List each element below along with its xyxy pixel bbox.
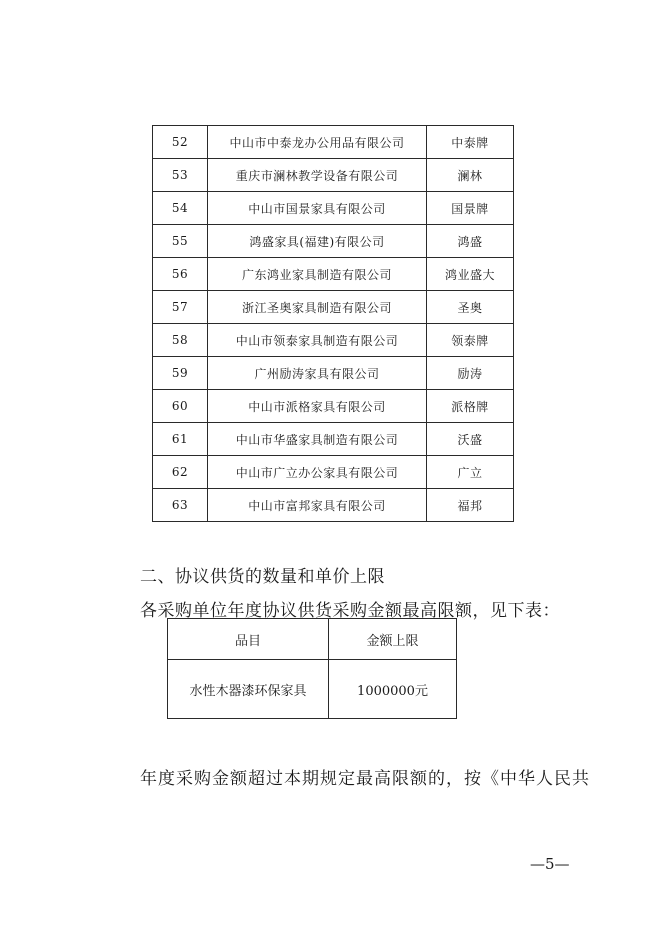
section-intro: 各采购单位年度协议供货采购金额最高限额，见下表： [140,601,560,621]
supplier-number: 54 [153,192,208,225]
supplier-company: 浙江圣奥家具制造有限公司 [208,291,427,324]
supplier-company: 重庆市澜林教学设备有限公司 [208,159,427,192]
supplier-row [153,456,514,489]
supplier-company: 中山市富邦家具有限公司 [208,489,427,522]
supplier-company: 中山市华盛家具制造有限公司 [208,423,427,456]
supplier-row [153,489,514,522]
supplier-number: 57 [153,291,208,324]
supplier-company: 中山市领泰家具制造有限公司 [208,324,427,357]
supplier-number: 63 [153,489,208,522]
supplier-number: 55 [153,225,208,258]
supplier-row [153,126,514,159]
supplier-company: 中山市国景家具有限公司 [208,192,427,225]
supplier-brand: 派格牌 [427,390,514,423]
supplier-number: 52 [153,126,208,159]
supplier-company: 广州励涛家具有限公司 [208,357,427,390]
supplier-brand: 国景牌 [427,192,514,225]
supplier-row [153,192,514,225]
supplier-row [153,390,514,423]
limit-table [167,618,457,719]
supplier-row [153,324,514,357]
limit-table-row [168,660,457,719]
supplier-brand: 领泰牌 [427,324,514,357]
supplier-row [153,258,514,291]
supplier-company: 广东鸿业家具制造有限公司 [208,258,427,291]
supplier-number: 61 [153,423,208,456]
supplier-company: 中山市中泰龙办公用品有限公司 [208,126,427,159]
supplier-brand: 鸿盛 [427,225,514,258]
continuation-text: 年度采购金额超过本期规定最高限额的，按《中华人民共 [140,769,590,789]
supplier-number: 58 [153,324,208,357]
supplier-company: 中山市广立办公家具有限公司 [208,456,427,489]
limit-amount: 1000000元 [329,660,457,719]
supplier-row [153,357,514,390]
header-item: 品目 [168,619,329,660]
supplier-brand: 澜林 [427,159,514,192]
supplier-number: 56 [153,258,208,291]
supplier-number: 59 [153,357,208,390]
supplier-brand: 沃盛 [427,423,514,456]
supplier-row [153,291,514,324]
supplier-brand: 鸿业盛大 [427,258,514,291]
supplier-brand: 广立 [427,456,514,489]
supplier-number: 53 [153,159,208,192]
section-heading: 二、协议供货的数量和单价上限 [140,567,385,587]
supplier-number: 60 [153,390,208,423]
supplier-number: 62 [153,456,208,489]
header-amount-limit: 金额上限 [329,619,457,660]
supplier-brand: 中泰牌 [427,126,514,159]
page-number: —5— [530,855,570,873]
supplier-company: 中山市派格家具有限公司 [208,390,427,423]
supplier-brand: 福邦 [427,489,514,522]
limit-item-name: 水性木器漆环保家具 [168,660,329,719]
supplier-row [153,225,514,258]
supplier-brand: 圣奥 [427,291,514,324]
supplier-row [153,423,514,456]
supplier-brand: 励涛 [427,357,514,390]
supplier-table [152,125,514,522]
supplier-row [153,159,514,192]
limit-table-header [168,619,457,660]
supplier-company: 鸿盛家具(福建)有限公司 [208,225,427,258]
